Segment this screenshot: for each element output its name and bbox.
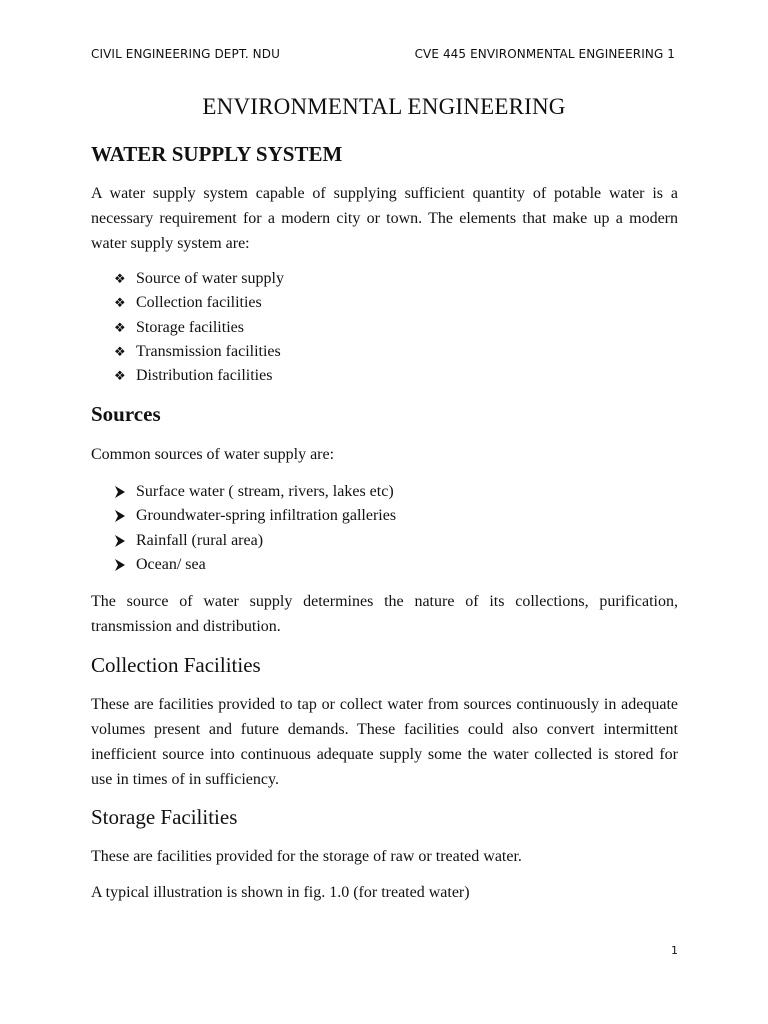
section-heading-storage: Storage Facilities <box>91 805 238 829</box>
diamond-flower-bullet-icon: ❖ <box>114 271 126 286</box>
diamond-flower-bullet-icon: ❖ <box>114 295 126 311</box>
storage-body-2: A typical illustration is shown in fig. 1.0 (for treated water) <box>91 884 470 901</box>
list-item: ❖ Collection facilities <box>114 291 284 315</box>
list-item: Rainfall (rural area) <box>114 529 396 553</box>
section-heading-sources: Sources <box>91 402 161 426</box>
header-department: CIVIL ENGINEERING DEPT. NDU <box>91 47 280 61</box>
sources-intro: Common sources of water supply are: <box>91 446 335 463</box>
page-number: 1 <box>671 944 678 957</box>
list-item: ❖ Distribution facilities <box>114 364 284 388</box>
arrow-bullet-icon <box>114 509 136 523</box>
list-item: ❖ Storage facilities <box>114 316 284 340</box>
water-supply-elements-list <box>114 267 284 388</box>
diamond-flower-bullet-icon: ❖ <box>114 368 126 384</box>
list-item: Groundwater-spring infiltration galleries <box>114 504 396 528</box>
list-item: ❖ Source of water supply <box>114 267 284 291</box>
list-item: ❖ Transmission facilities <box>114 340 284 364</box>
arrow-bullet-icon <box>114 485 136 499</box>
list-item: Ocean/ sea <box>114 553 396 577</box>
arrow-bullet-icon <box>114 558 136 572</box>
section-heading-water-supply: WATER SUPPLY SYSTEM <box>91 142 343 166</box>
header-course: CVE 445 ENVIRONMENTAL ENGINEERING 1 <box>414 47 675 61</box>
section-heading-collection: Collection Facilities <box>91 653 261 677</box>
sources-list <box>114 480 396 577</box>
document-title: ENVIRONMENTAL ENGINEERING <box>202 94 566 119</box>
collection-body: These are facilities provided to tap or collect water from sources continuously in adequate volumes present and future demands. These facilities could also convert intermittent inefficient source into continuous adequate supply some the water collected is stored for use in times of in sufficiency. <box>91 696 678 788</box>
water-supply-intro: A water supply system capable of supplying sufficient quantity of potable water is a necessary requirement for a modern city or town. The elements that make up a modern water supply system are: <box>91 185 678 252</box>
diamond-flower-bullet-icon: ❖ <box>114 319 126 335</box>
sources-closing: The source of water supply determines the nature of its collections, purification, transmission and distribution. <box>91 593 678 635</box>
list-item: Surface water ( stream, rivers, lakes etc) <box>114 480 396 504</box>
storage-body-1: These are facilities provided for the storage of raw or treated water. <box>91 848 522 865</box>
diamond-flower-bullet-icon: ❖ <box>114 343 126 359</box>
arrow-bullet-icon <box>114 534 136 548</box>
